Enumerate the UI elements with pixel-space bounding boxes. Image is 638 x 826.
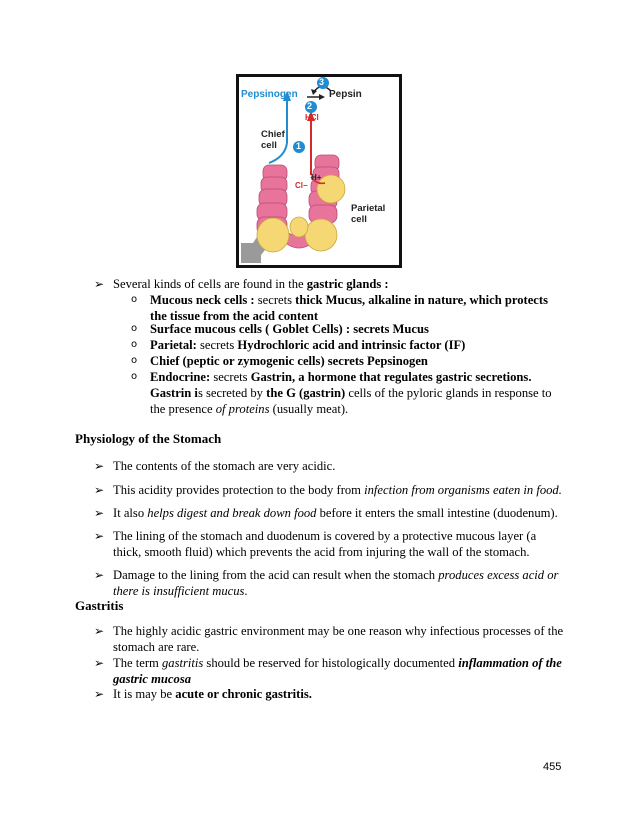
bullet-arrow: ➢ — [94, 277, 105, 291]
gastritis-bullet-1: The highly acidic gastric environment may be one reason why infectious processes of the — [113, 624, 564, 638]
bullet-arrow: ➢ — [94, 624, 105, 638]
cl-minus-label: Cl− — [295, 181, 308, 190]
bullet-arrow: ➢ — [94, 656, 105, 670]
physiology-bullet-5: Damage to the lining from the acid can result when the stomach produces excess acid or — [113, 568, 559, 582]
gland-item-endocrine: Endocrine: secrets Gastrin, a hormone that regulates gastric secretions. — [150, 370, 532, 384]
pepsinogen-label: Pepsinogen — [241, 89, 298, 100]
step3-number: 3 — [319, 77, 325, 87]
physiology-bullet-2: This acidity provides protection to the body from infection from organisms eaten in food. — [113, 483, 562, 497]
bullet-arrow: ➢ — [94, 687, 105, 701]
bullet-arrow: ➢ — [94, 506, 105, 520]
h-plus-label: H+ — [311, 173, 322, 182]
physiology-bullet-4-cont: thick, smooth fluid) which prevents the acid from injuring the wall of the stomach. — [113, 545, 530, 559]
gastritis-bullet-3: It is may be acute or chronic gastritis. — [113, 687, 312, 701]
step1-number: 1 — [296, 141, 302, 151]
gland-item-surface-mucous: Surface mucous cells ( Goblet Cells) : secrets Mucus — [150, 322, 429, 336]
gastritis-bullet-2: The term gastritis should be reserved for histologically documented inflammation of the — [113, 656, 562, 670]
gland-item-parietal: Parietal: secrets Hydrochloric acid and intrinsic factor (IF) — [150, 338, 466, 352]
physiology-bullet-3: It also helps digest and break down food before it enters the small intestine (duodenum). — [113, 506, 558, 520]
gland-item-endocrine-line2: Gastrin is secreted by the G (gastrin) cells of the pyloric glands in response to — [150, 386, 552, 400]
gland-item-chief: Chief (peptic or zymogenic cells) secrets Pepsinogen — [150, 354, 428, 368]
physiology-bullet-4: The lining of the stomach and duodenum is covered by a protective mucous layer (a — [113, 529, 537, 543]
sub-bullet: o — [131, 371, 138, 382]
gastritis-bullet-1-cont: stomach are rare. — [113, 640, 200, 654]
glands-intro: Several kinds of cells are found in the gastric glands : — [113, 277, 389, 291]
gastric-gland-figure — [236, 74, 402, 268]
gland-item-mucous-neck: Mucous neck cells : secrets thick Mucus, alkaline in nature, which protects — [150, 293, 548, 307]
sub-bullet: o — [131, 294, 138, 305]
gastritis-bullet-2-cont: gastric mucosa — [113, 672, 192, 686]
step2-number: 2 — [307, 101, 313, 111]
hcl-label: HCl — [305, 113, 319, 122]
chief-cell-label: Chief cell — [261, 129, 285, 151]
page-number: 455 — [543, 761, 562, 773]
bullet-arrow: ➢ — [94, 459, 105, 473]
sub-bullet: o — [131, 323, 138, 334]
sub-bullet: o — [131, 355, 138, 366]
physiology-bullet-1: The contents of the stomach are very acidic. — [113, 459, 336, 473]
gastritis-heading: Gastritis — [75, 598, 124, 613]
pepsin-label: Pepsin — [329, 89, 362, 100]
bullet-arrow: ➢ — [94, 483, 105, 497]
gland-item-mucous-neck-cont: the tissue from the acid content — [150, 309, 319, 323]
physiology-heading: Physiology of the Stomach — [75, 431, 222, 446]
parietal-cell-label: Parietal cell — [351, 203, 386, 225]
gland-item-endocrine-line3: the presence of proteins (usually meat). — [150, 402, 349, 416]
sub-bullet: o — [131, 339, 138, 350]
bullet-arrow: ➢ — [94, 529, 105, 543]
bullet-arrow: ➢ — [94, 568, 105, 582]
physiology-bullet-5-cont: there is insufficient mucus. — [113, 584, 248, 598]
